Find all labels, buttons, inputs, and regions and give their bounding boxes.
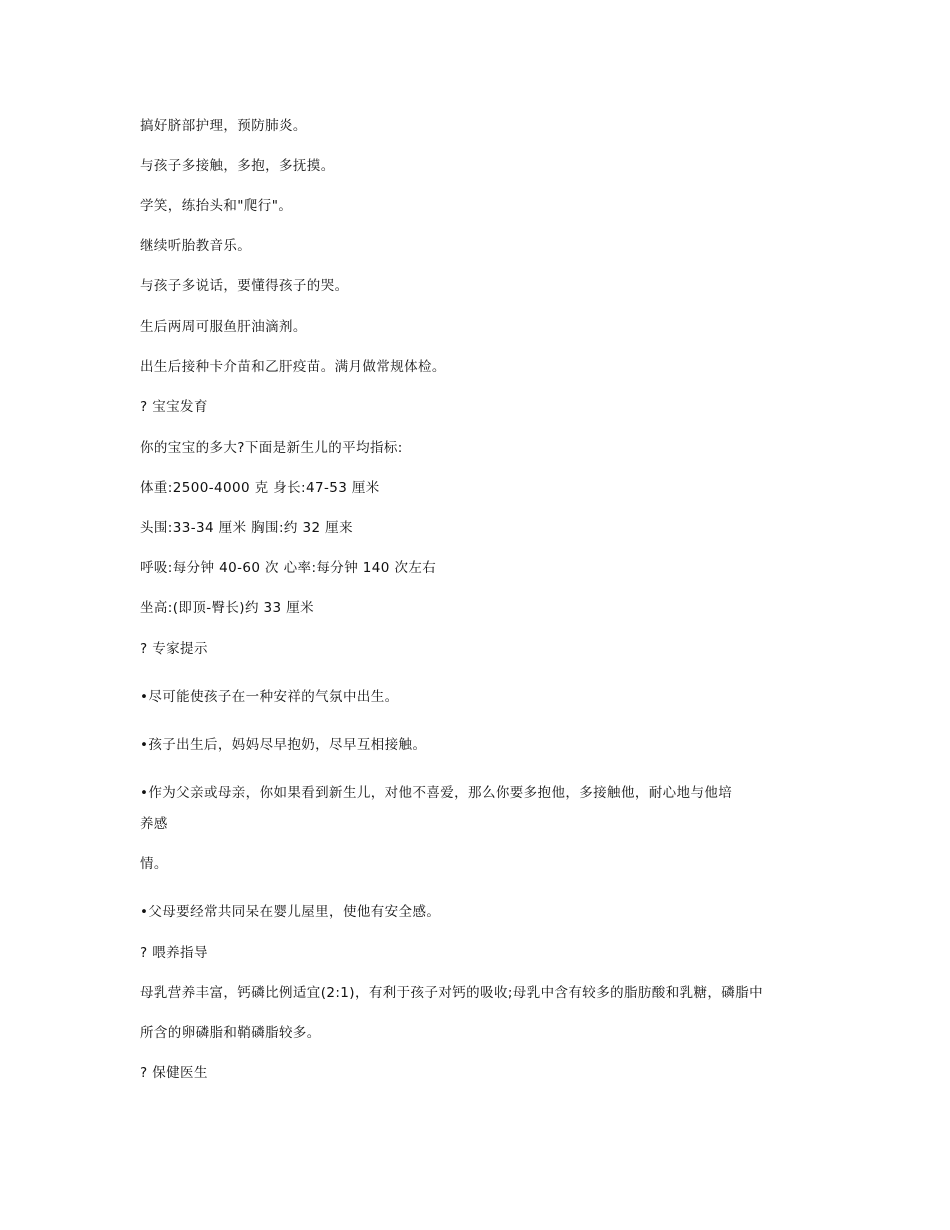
bullet-line-parent-affection: •作为父亲或母亲，你如果看到新生儿，对他不喜爱，那么你要多抱他，多接触他，耐心地与他培	[140, 785, 733, 801]
text-line-average-intro: 你的宝宝的多大?下面是新生儿的平均指标:	[140, 440, 403, 456]
text-line-breast-milk: 母乳营养丰富，钙磷比例适宜(2:1)，有利于孩子对钙的吸收;母乳中含有较多的脂肪酸和乳糖，磷脂中	[140, 985, 764, 1001]
bullet-line-calm-birth: •尽可能使孩子在一种安祥的气氛中出生。	[140, 689, 399, 705]
section-heading-health-doctor: ? 保健医生	[140, 1065, 208, 1081]
text-line-contact: 与孩子多接触，多抱，多抚摸。	[140, 158, 335, 174]
text-line-breath-heart: 呼吸:每分钟 40-60 次 心率:每分钟 140 次左右	[140, 560, 437, 576]
bullet-line-security: •父母要经常共同呆在婴儿屋里，使他有安全感。	[140, 904, 441, 920]
bullet-line-early-nursing: •孩子出生后，妈妈尽早抱奶，尽早互相接触。	[140, 737, 427, 753]
text-line-music: 继续听胎教音乐。	[140, 238, 252, 254]
section-heading-expert-tips: ? 专家提示	[140, 641, 208, 657]
bullet-line-parent-affection-end: 情。	[140, 856, 168, 872]
section-heading-development: ? 宝宝发育	[140, 399, 208, 415]
text-line-sitting-height: 坐高:(即顶-臀长)约 33 厘米	[140, 600, 315, 616]
section-heading-feeding: ? 喂养指导	[140, 945, 208, 961]
bullet-line-parent-affection-cont: 养感	[140, 816, 168, 832]
text-line-head-chest: 头围:33-34 厘米 胸围:约 32 厘来	[140, 520, 353, 536]
text-line-weight-length: 体重:2500-4000 克 身长:47-53 厘米	[140, 480, 380, 496]
text-line-navel-care: 搞好脐部护理，预防肺炎。	[140, 118, 307, 134]
text-line-talk: 与孩子多说话，要懂得孩子的哭。	[140, 278, 349, 294]
text-line-breast-milk-cont: 所含的卵磷脂和鞘磷脂较多。	[140, 1025, 321, 1041]
text-line-vaccination: 出生后接种卡介苗和乙肝疫苗。满月做常规体检。	[140, 359, 446, 375]
text-line-cod-liver-oil: 生后两周可服鱼肝油滴剂。	[140, 319, 307, 335]
text-line-smile-crawl: 学笑，练抬头和"爬行"。	[140, 198, 293, 214]
